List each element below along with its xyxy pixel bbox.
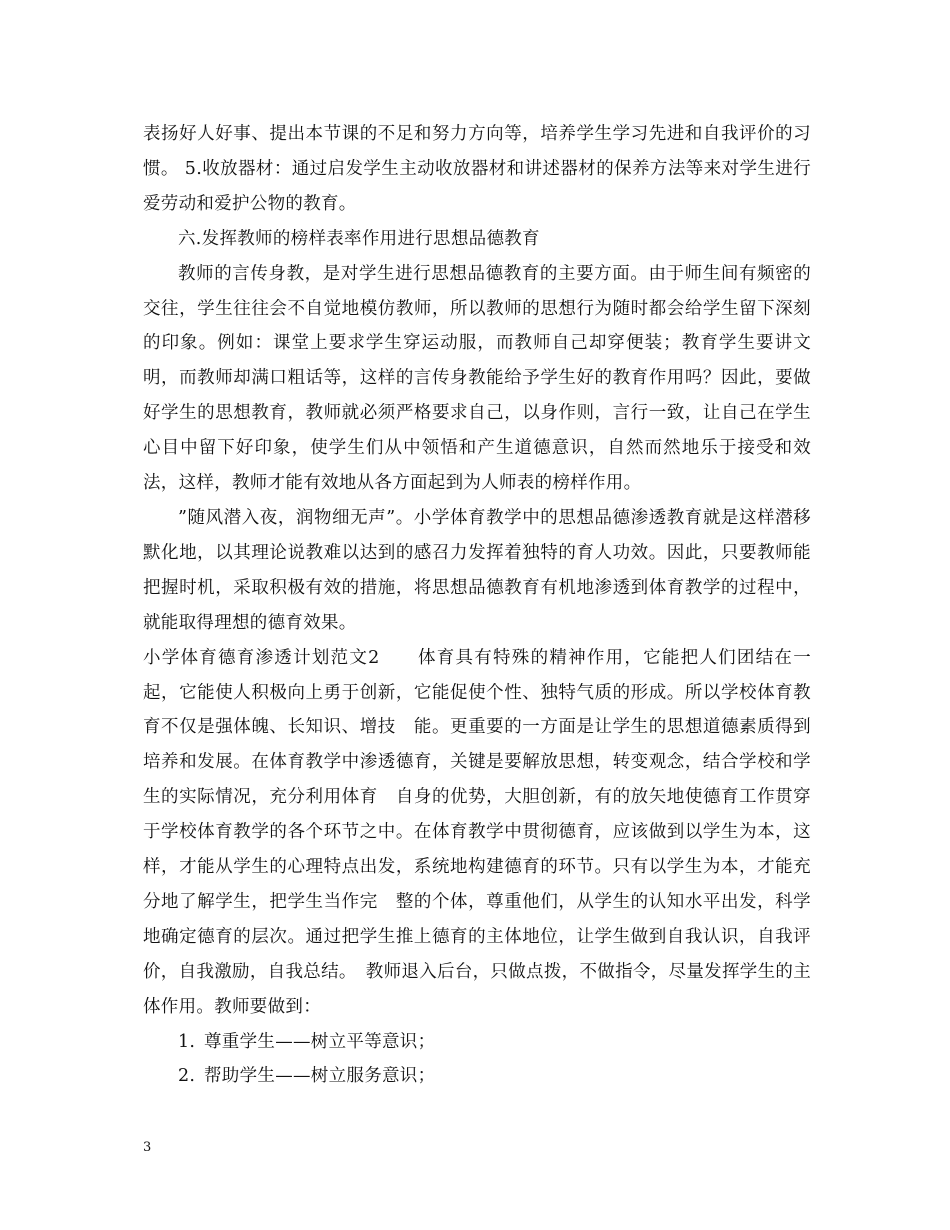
list-item-number: 2.	[178, 1066, 196, 1087]
document-body	[143, 117, 811, 1094]
list-item-number: 1.	[178, 1031, 196, 1052]
list-item	[143, 1059, 811, 1094]
page-number: 3	[143, 1140, 152, 1155]
paragraph-subtle-influence: ”随风潜入夜，润物细无声”。小学体育教学中的思想品德渗透教育就是这样潜移默化地，以其理论说教难以达到的感召力发挥着独特的育人功效。因此，只要教师能把握时机，采取积极有效的措施，将思想品德教育有机地渗透到体育教学的过程中，就能取得理想的德育效果。	[143, 507, 811, 633]
list-item-text: 尊重学生——树立平等意识；	[204, 1031, 436, 1052]
paragraph-habits-equipment: 表扬好人好事、提出本节课的不足和努力方向等，培养学生学习先进和自我评价的习惯。 5.收放器材：通过启发学生主动收放器材和讲述器材的保养方法等来对学生进行爱劳动和爱护公物的教育。	[143, 124, 811, 214]
section-heading-teacher-role-model: 六.发挥教师的榜样表率作用进行思想品德教育	[178, 228, 540, 249]
paragraph-sample-essay-2: 小学体育德育渗透计划范文2 体育具有特殊的精神作用，它能把人们团结在一起，它能使人积极向上勇于创新，它能促使个性、独特气质的形成。所以学校体育教育不仅是强体魄、长知识、增技 能。更重要的一方面是让学生的思想道德素质得到培养和发展。在体育教学中渗透德育，关键是要解放思想，转变观念，结合学校和学生的实际情况，充分利用体育 自身的优势，大胆创新，有的放矢地使德育工作贯穿于学校体育教学的各个环节之中。在体育教学中贯彻德育，应该做到以学生为本，这样，才能从学生的心理特点出发，系统地构建德育的环节。只有以学生为本，才能充分地了解学生，把学生当作完 整的个体，尊重他们，从学生的认知水平出发，科学地确定德育的层次。通过把学生推上德育的主体地位，让学生做到自我认识，自我评价，自我激励，自我总结。 教师退入后台，只做点拨，不做指令，尽量发挥学生的主体作用。教师要做到：	[143, 647, 811, 1017]
list-item-text: 帮助学生——树立服务意识；	[204, 1066, 436, 1087]
paragraph-teacher-example: 教师的言传身教，是对学生进行思想品德教育的主要方面。由于师生间有频密的交往，学生往往会不自觉地模仿教师，所以教师的思想行为随时都会给学生留下深刻的印象。例如：课堂上要求学生穿运动服，而教师自己却穿便装；教育学生要讲文明，而教师却满口粗话等，这样的言传身教能给予学生好的教育作用吗？因此，要做好学生的思想教育，教师就必须严格要求自己，以身作则，言行一致，让自己在学生心目中留下好印象，使学生们从中领悟和产生道德意识，自然而然地乐于接受和效法，这样，教师才能有效地从各方面起到为人师表的榜样作用。	[143, 263, 811, 494]
teacher-requirements-list	[143, 1025, 811, 1095]
list-item	[143, 1025, 811, 1060]
